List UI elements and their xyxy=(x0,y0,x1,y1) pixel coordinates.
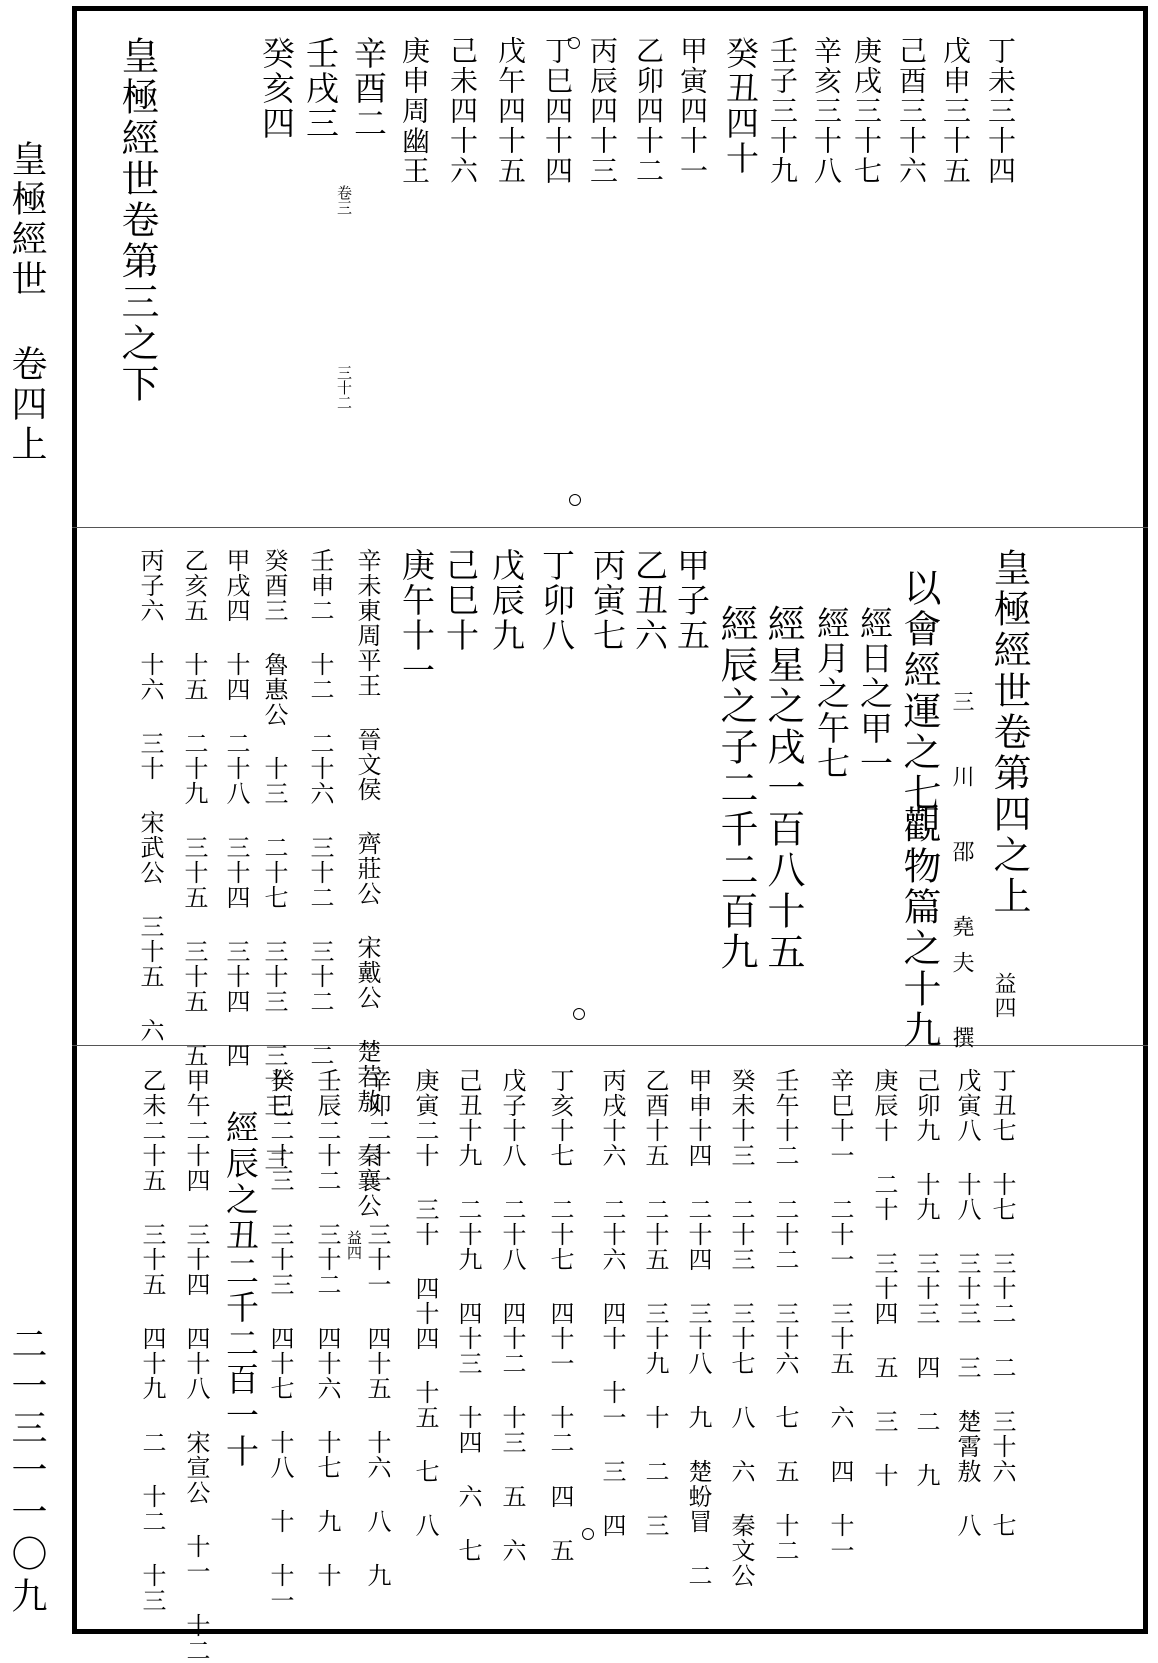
year-row: 壬子三十九 xyxy=(766,36,799,186)
year-row: 乙未二十五 三十五 四十九 二 十二 十三 xyxy=(138,1068,166,1613)
year-row: 戊申三十五 xyxy=(939,36,972,186)
year-row: 辛酉二 xyxy=(349,36,388,141)
chapter-title: 皇極經世卷第四之上 xyxy=(987,548,1031,917)
year-row: 庚申周幽王 xyxy=(398,36,431,186)
year-row: 癸亥四 xyxy=(257,36,296,141)
binding-circle-mark xyxy=(569,494,581,506)
year-row: 癸丑四十 xyxy=(721,36,760,176)
year-row: 辛卯二十一 三十一 四十五 十六 八 九 xyxy=(363,1068,391,1588)
sub-heading: 經月之午七 xyxy=(812,606,851,781)
chen-heading: 經辰之丑二千二百一十 xyxy=(221,1110,260,1470)
margin-page-number: 二一三一一〇九 xyxy=(6,1325,47,1619)
year-row: 己未四十六 xyxy=(446,36,479,186)
year-row: 戊辰九 xyxy=(487,548,526,653)
year-row: 甲寅四十一 xyxy=(676,36,709,186)
page-note: 卷三 xyxy=(335,185,353,215)
year-row: 丙子六 十六 三十 宋武公 三十五 六 xyxy=(136,548,164,1043)
section-heading: 以會經運之七 xyxy=(897,568,941,814)
margin-book-title: 皇極經世 卷四上 xyxy=(6,140,47,465)
year-row: 丁巳四十四 xyxy=(541,36,574,186)
year-row: 辛亥三十八 xyxy=(810,36,843,186)
year-row: 丁未三十四 xyxy=(984,36,1017,186)
year-row: 戊子十八 二十八 四十二 十三 五 六 xyxy=(498,1068,526,1563)
year-row: 癸巳二十三 三十三 四十七 十八 十 十一 xyxy=(266,1068,294,1613)
year-row: 壬辰二十二 三十二 四十六 十七 九 十 xyxy=(313,1068,341,1588)
chapter-end-title: 皇極經世卷第三之下 xyxy=(115,36,159,405)
chapter-title-note: 益四 xyxy=(991,972,1016,1020)
year-row: 庚辰十 二十 三十四 五 三 十 xyxy=(870,1068,898,1488)
year-row: 甲午二十四 三十四 四十八 宋宣公 十一 十二 xyxy=(182,1068,210,1663)
section-heading: 觀物篇之十九 xyxy=(897,805,941,1051)
year-row: 癸未十三 二十三 三十七 八 六 秦文公 xyxy=(727,1068,755,1588)
star-heading: 經星之戌一百八十五 xyxy=(761,604,805,973)
divider-top xyxy=(72,527,1148,528)
year-row: 戊午四十五 xyxy=(494,36,527,186)
year-row: 甲戌四 十四 二十八 三十四 三十四 四 xyxy=(222,548,250,1068)
year-row: 丙寅七 xyxy=(588,548,627,653)
year-row: 癸酉三 魯惠公 十三 二十七 三十三 三十三 三 xyxy=(260,548,288,1172)
author-line: 三 川 邵 堯夫 撰 xyxy=(949,690,974,1062)
year-row: 丙戌十六 二十六 四十 十一 三 四 xyxy=(598,1068,626,1538)
year-row: 己卯九 十九 三十三 四 二 九 xyxy=(912,1068,940,1488)
year-row: 甲子五 xyxy=(672,548,711,653)
chen-heading: 經辰之子二千二百九 xyxy=(714,604,758,973)
year-row: 丁丑七 十七 三十二 二 三十六 七 xyxy=(988,1068,1016,1538)
year-row: 乙丑六 xyxy=(630,548,669,653)
year-row: 丙辰四十三 xyxy=(586,36,619,186)
year-row: 己巳十 xyxy=(441,548,480,653)
year-row: 己丑十九 二十九 四十三 十四 六 七 xyxy=(454,1068,482,1563)
year-row: 辛巳十一 二十一 三十五 六 四 十一 xyxy=(826,1068,854,1563)
year-row: 乙酉十五 二十五 三十九 十 二 三 xyxy=(641,1068,669,1538)
year-row: 庚戌三十七 xyxy=(850,36,883,186)
year-row: 庚午十一 xyxy=(397,548,436,688)
year-row: 庚寅二十 三十 四十四 十五 七 八 xyxy=(411,1068,439,1538)
page-note: 三十二 xyxy=(335,365,353,410)
binding-circle-mark xyxy=(582,1528,594,1540)
binding-circle-mark xyxy=(573,1008,585,1020)
year-row: 甲申十四 二十四 三十八 九 楚蚡冒 二 xyxy=(684,1068,712,1588)
year-row: 辛未東周平王 晉文侯 齊莊公 宋戴公 楚若敖 秦襄公 xyxy=(353,548,381,1218)
year-row: 壬午十二 二十二 三十六 七 五 十二 xyxy=(771,1068,799,1563)
sub-heading: 經日之甲一 xyxy=(855,606,894,781)
year-row: 壬戌三 xyxy=(301,36,340,141)
page-note: 益四 xyxy=(345,1230,363,1260)
year-row: 戊寅八 十八 三十三 三 楚霄敖 八 xyxy=(953,1068,981,1538)
year-row: 己酉三十六 xyxy=(895,36,928,186)
year-row: 乙亥五 十五 二十九 三十五 三十五 五 xyxy=(180,548,208,1068)
year-row: 丁亥十七 二十七 四十一 十二 四 五 xyxy=(546,1068,574,1563)
year-row: 壬申二 十二 二十六 三十二 三十二 二 xyxy=(306,548,334,1068)
year-row: 乙卯四十二 xyxy=(632,36,665,186)
year-row: 丁卯八 xyxy=(537,548,576,653)
